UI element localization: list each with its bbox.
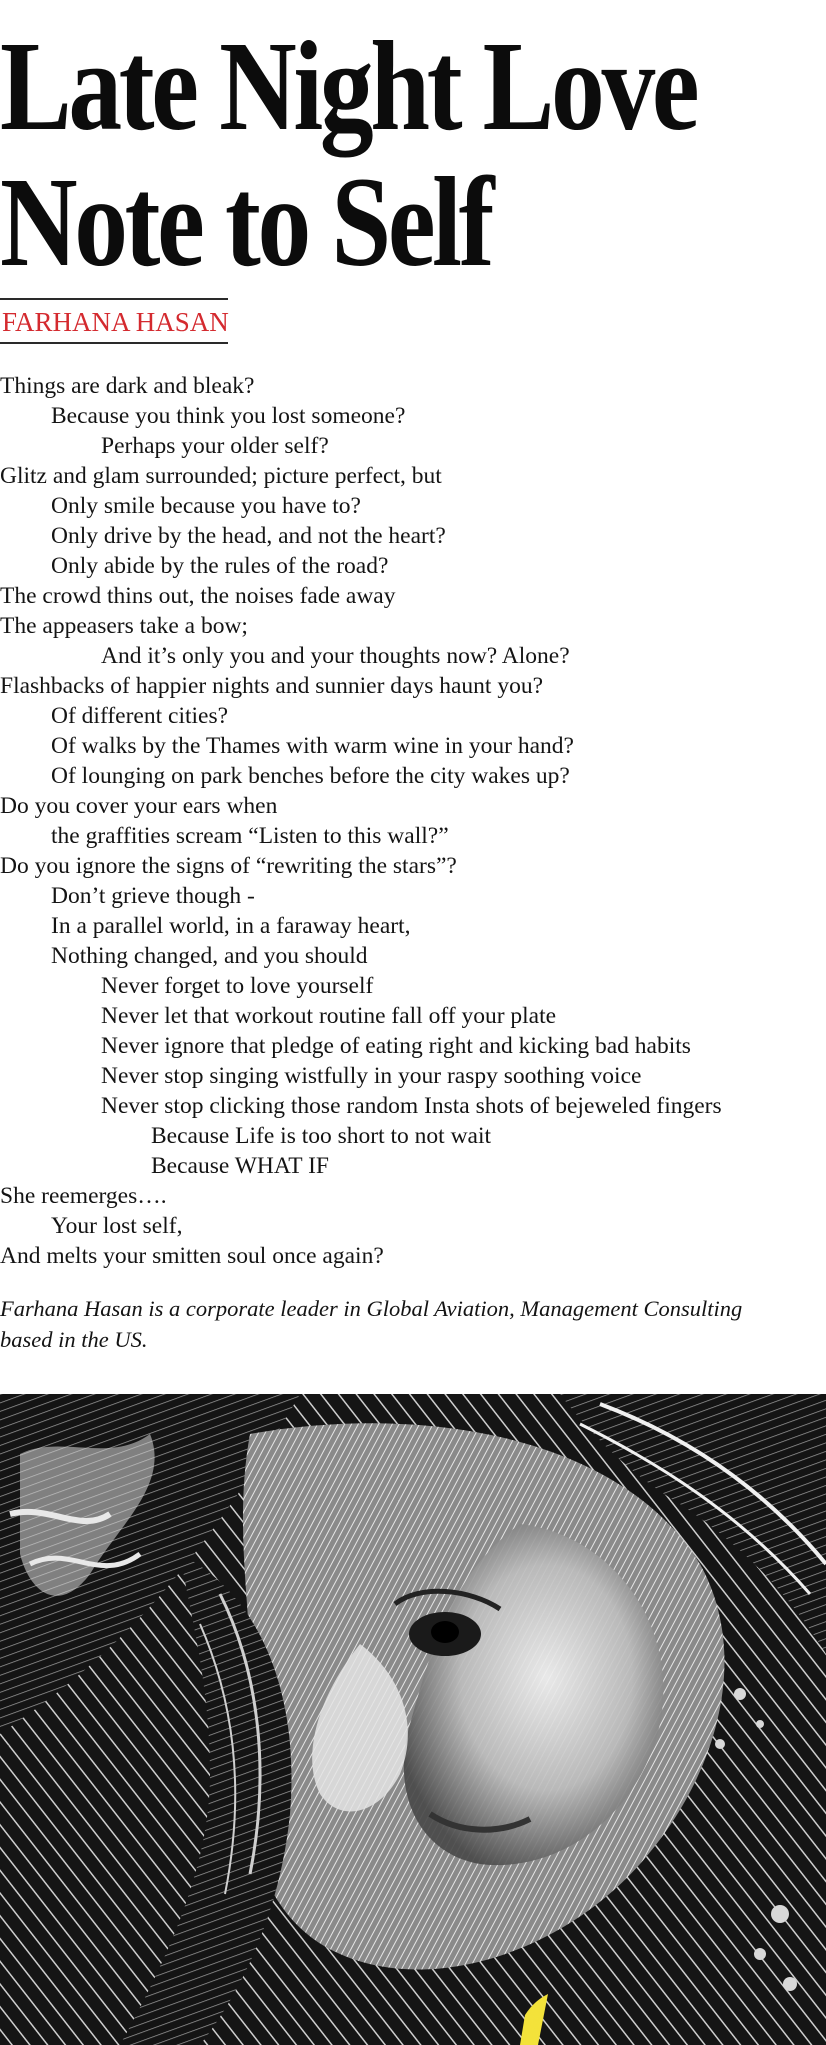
poem-line: Because WHAT IF bbox=[151, 1153, 329, 1179]
poem-line: And it’s only you and your thoughts now? Alone? bbox=[101, 643, 570, 669]
poem-line: Because you think you lost someone? bbox=[51, 403, 406, 429]
poem-line: Don’t grieve though - bbox=[51, 883, 255, 909]
poem-line: Only drive by the head, and not the heart? bbox=[51, 523, 446, 549]
poem-line: Nothing changed, and you should bbox=[51, 943, 368, 969]
poem-line: The appeasers take a bow; bbox=[0, 613, 248, 639]
poem-line: Do you cover your ears when bbox=[0, 793, 278, 819]
poem-line: Do you ignore the signs of “rewriting the stars”? bbox=[0, 853, 457, 879]
feature-artwork bbox=[0, 1394, 826, 2045]
poem-line: Only abide by the rules of the road? bbox=[51, 553, 389, 579]
poem-line: Of lounging on park benches before the city wakes up? bbox=[51, 763, 570, 789]
poem-line: Because Life is too short to not wait bbox=[151, 1123, 492, 1149]
poem-line: The crowd thins out, the noises fade away bbox=[0, 583, 396, 609]
poem-line: Perhaps your older self? bbox=[101, 433, 329, 459]
poem-line: Of different cities? bbox=[51, 703, 229, 729]
poem-line: Glitz and glam surrounded; picture perfect, but bbox=[0, 463, 442, 489]
poem-line: Never stop clicking those random Insta shots of bejeweled fingers bbox=[101, 1093, 722, 1119]
article-title bbox=[0, 15, 697, 293]
portrait-illustration bbox=[0, 1394, 826, 2045]
poem-line: Never let that workout routine fall off your plate bbox=[101, 1003, 557, 1029]
article-title-line-1: Late Night Love bbox=[0, 15, 697, 157]
author-name: FARHANA HASAN bbox=[2, 307, 229, 337]
poem-line: Your lost self, bbox=[51, 1213, 183, 1239]
byline bbox=[0, 298, 228, 344]
author-bio: Farhana Hasan is a corporate leader in Global Aviation, Management Consulting based in the US. bbox=[0, 1296, 743, 1352]
poem-line: She reemerges…. bbox=[0, 1183, 167, 1209]
poem-line: In a parallel world, in a faraway heart, bbox=[51, 913, 411, 939]
poem-line: Never forget to love yourself bbox=[101, 973, 374, 999]
poem-line: Things are dark and bleak? bbox=[0, 373, 255, 399]
poem-line: Never stop singing wistfully in your raspy soothing voice bbox=[101, 1063, 642, 1089]
article-title-line-2: Note to Self bbox=[0, 151, 492, 293]
poem-line: Never ignore that pledge of eating right and kicking bad habits bbox=[101, 1033, 691, 1059]
poem-line: Only smile because you have to? bbox=[51, 493, 361, 519]
poem-line: And melts your smitten soul once again? bbox=[0, 1243, 384, 1269]
poem-line: Of walks by the Thames with warm wine in your hand? bbox=[51, 733, 574, 759]
poem-body bbox=[0, 371, 826, 1271]
poem-line: the graffities scream “Listen to this wall?” bbox=[51, 823, 449, 849]
poem-line: Flashbacks of happier nights and sunnier days haunt you? bbox=[0, 673, 544, 699]
